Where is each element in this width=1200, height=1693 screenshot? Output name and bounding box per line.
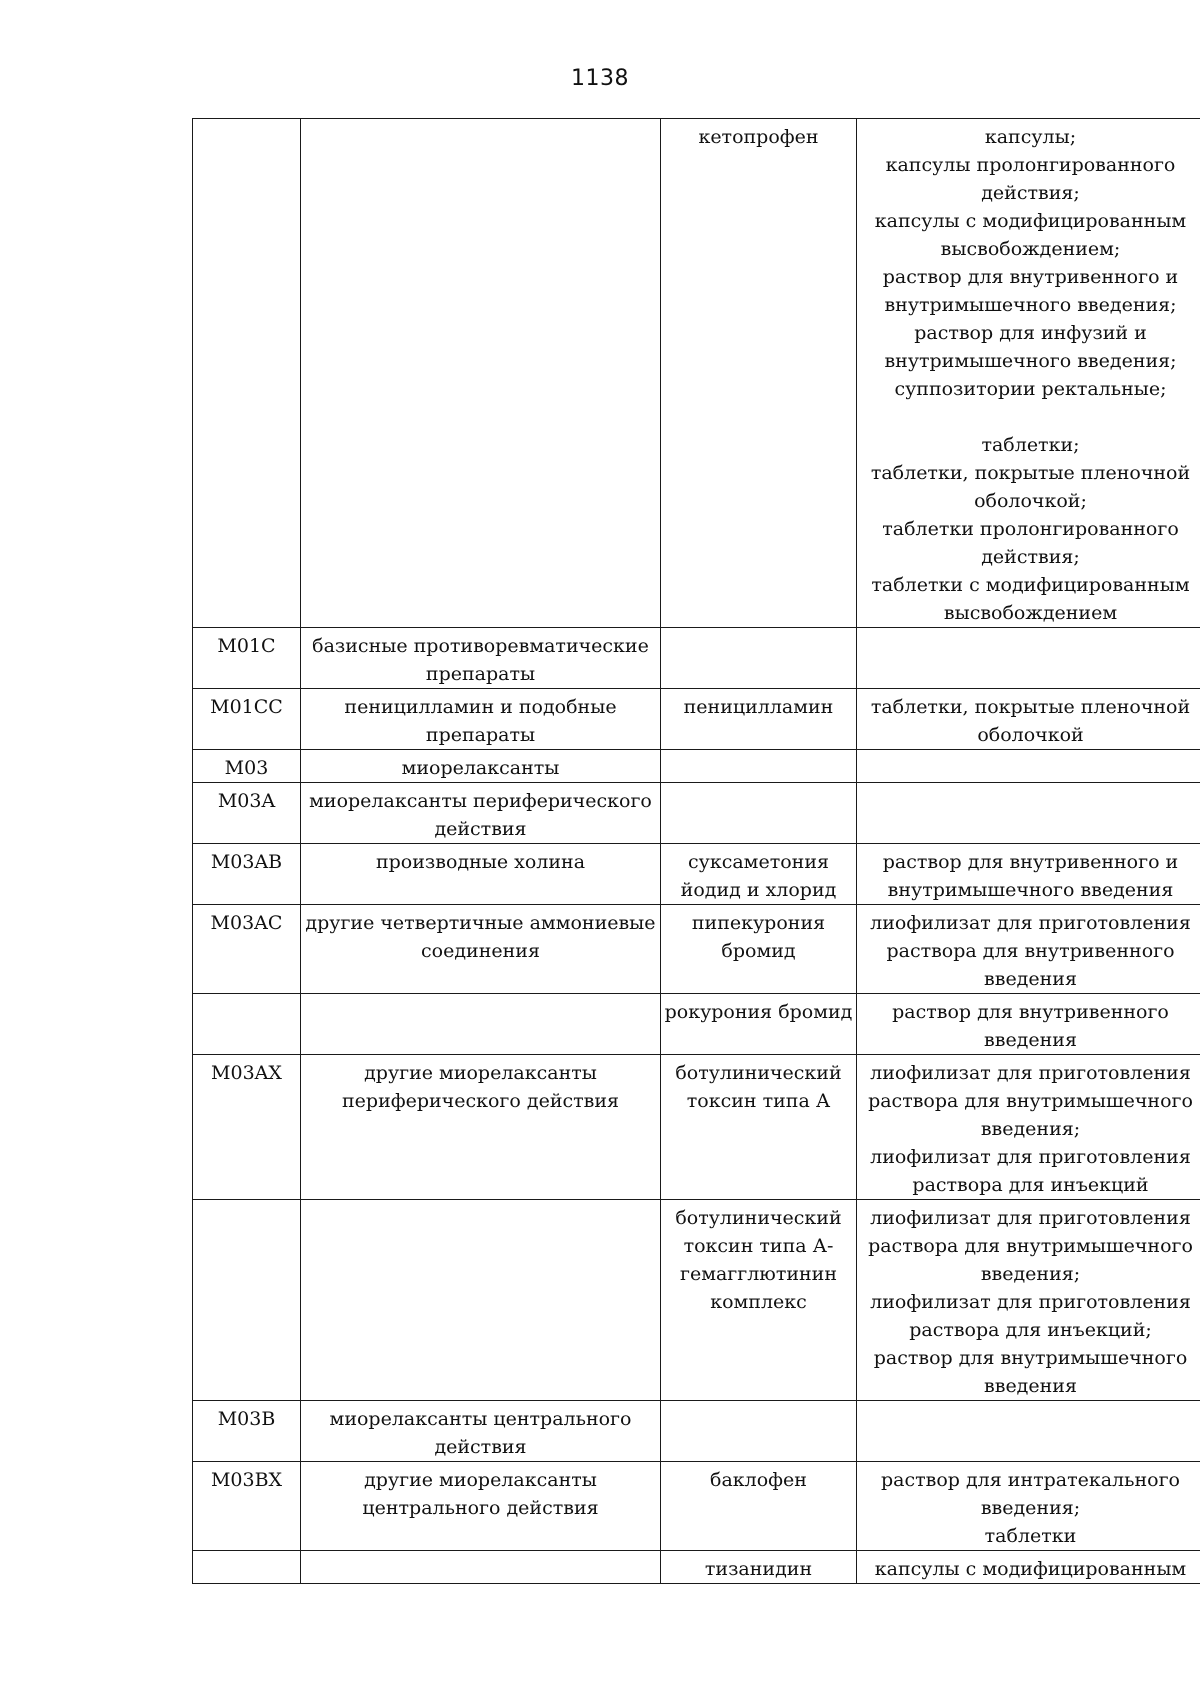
drug-name-cell: пеницилламин	[661, 689, 857, 750]
dosage-form-cell: раствор для интратекального введения; таблетки	[857, 1462, 1200, 1551]
drug-name-cell	[661, 750, 857, 783]
group-name-cell	[301, 1200, 661, 1401]
group-name-cell: миорелаксанты периферического действия	[301, 783, 661, 844]
dosage-form-cell	[857, 750, 1200, 783]
drug-name-cell: пипекурония бромид	[661, 905, 857, 994]
table-row	[193, 783, 1200, 844]
table-row	[193, 628, 1200, 689]
table-row	[193, 1462, 1200, 1551]
group-name-cell: миорелаксанты центрального действия	[301, 1401, 661, 1462]
dosage-form-cell: лиофилизат для приготовления раствора для внутримышечного введения; лиофилизат для приготовления раствора для инъекций	[857, 1055, 1200, 1200]
group-name-cell	[301, 119, 661, 628]
drug-name-cell: тизанидин	[661, 1551, 857, 1584]
atc-code-cell: M03AB	[193, 844, 301, 905]
drug-name-cell: ботулинический токсин типа А	[661, 1055, 857, 1200]
group-name-cell: пеницилламин и подобные препараты	[301, 689, 661, 750]
drug-table	[192, 118, 1200, 1584]
drug-name-cell: ботулинический токсин типа А-гемагглютинин комплекс	[661, 1200, 857, 1401]
dosage-form-cell: лиофилизат для приготовления раствора для внутримышечного введения; лиофилизат для приготовления раствора для инъекций; раствор для внутримышечного введения	[857, 1200, 1200, 1401]
atc-code-cell	[193, 119, 301, 628]
dosage-form-cell: раствор для внутривенного введения	[857, 994, 1200, 1055]
drug-name-cell	[661, 783, 857, 844]
group-name-cell: другие четвертичные аммониевые соединения	[301, 905, 661, 994]
atc-code-cell	[193, 1200, 301, 1401]
table-row	[193, 844, 1200, 905]
atc-code-cell: M03	[193, 750, 301, 783]
atc-code-cell: M03A	[193, 783, 301, 844]
group-name-cell: производные холина	[301, 844, 661, 905]
group-name-cell: базисные противоревматические препараты	[301, 628, 661, 689]
dosage-form-cell	[857, 1401, 1200, 1462]
table-row	[193, 1055, 1200, 1200]
group-name-cell: миорелаксанты	[301, 750, 661, 783]
atc-code-cell	[193, 1551, 301, 1584]
group-name-cell: другие миорелаксанты периферического действия	[301, 1055, 661, 1200]
drug-name-cell	[661, 628, 857, 689]
atc-code-cell: M01C	[193, 628, 301, 689]
table-row	[193, 1551, 1200, 1584]
atc-code-cell: M03BX	[193, 1462, 301, 1551]
atc-code-cell: M03AC	[193, 905, 301, 994]
dosage-form-cell: раствор для внутривенного и внутримышечного введения	[857, 844, 1200, 905]
table-row	[193, 994, 1200, 1055]
group-name-cell	[301, 994, 661, 1055]
drug-name-cell: кетопрофен	[661, 119, 857, 628]
drug-name-cell: суксаметония йодид и хлорид	[661, 844, 857, 905]
atc-code-cell	[193, 994, 301, 1055]
group-name-cell: другие миорелаксанты центрального действия	[301, 1462, 661, 1551]
drug-name-cell	[661, 1401, 857, 1462]
dosage-form-cell	[857, 783, 1200, 844]
dosage-form-cell: лиофилизат для приготовления раствора для внутривенного введения	[857, 905, 1200, 994]
dosage-form-cell: таблетки, покрытые пленочной оболочкой	[857, 689, 1200, 750]
table-row	[193, 905, 1200, 994]
atc-code-cell: M03B	[193, 1401, 301, 1462]
drug-table-container	[192, 118, 1200, 1584]
dosage-form-cell	[857, 628, 1200, 689]
group-name-cell	[301, 1551, 661, 1584]
drug-name-cell: рокурония бромид	[661, 994, 857, 1055]
page-number: 1138	[571, 66, 629, 91]
table-row	[193, 689, 1200, 750]
dosage-form-cell: капсулы; капсулы пролонгированного действия; капсулы с модифицированным высвобождением; раствор для внутривенного и внутримышечного введения; раствор для инфузий и внутримышечного введения; суппозитории ректальные; таблетки; таблетки, покрытые пленочной оболочкой; таблетки пролонгированного действия; таблетки с модифицированным высвобождением	[857, 119, 1200, 628]
atc-code-cell: M01CC	[193, 689, 301, 750]
table-row	[193, 119, 1200, 628]
drug-name-cell: баклофен	[661, 1462, 857, 1551]
table-row	[193, 1200, 1200, 1401]
table-row	[193, 750, 1200, 783]
atc-code-cell: M03AX	[193, 1055, 301, 1200]
dosage-form-cell: капсулы с модифицированным	[857, 1551, 1200, 1584]
table-row	[193, 1401, 1200, 1462]
